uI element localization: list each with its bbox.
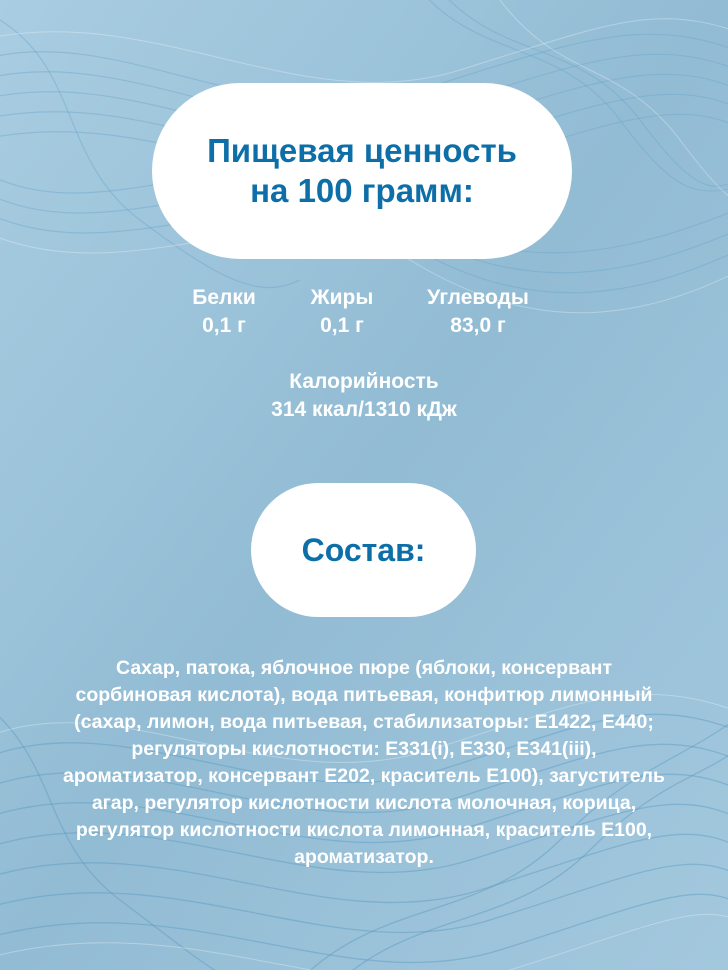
nutrient-label: Белки [192, 286, 256, 309]
composition-ingredients: Сахар, патока, яблочное пюре (яблоки, консервант сорбиновая кислота), вода питьевая, конфитюр лимонный (сахар, лимон, вода питьевая, стабилизаторы: Е1422, Е440; регуляторы кислотности: Е331(i), Е330, Е341(iii), ароматизатор, консервант Е202, краситель Е100), загуститель агар, регулятор кислотности кислота молочная, корица, регулятор кислотности кислота лимонная, краситель Е100, ароматизатор. [62, 657, 665, 868]
nutrition-title-line1: Пищевая ценность [207, 132, 517, 169]
nutrient-fats [292, 284, 392, 340]
nutrient-value: 0,1 г [202, 314, 246, 337]
nutrient-proteins [176, 284, 272, 340]
nutrient-label: Углеводы [427, 286, 529, 309]
nutrition-title-line2: на 100 грамм: [250, 172, 474, 209]
nutrient-value: 0,1 г [320, 314, 364, 337]
nutrient-carbohydrates [403, 284, 553, 340]
calories-label: Калорийность [289, 370, 439, 393]
calories-block [214, 368, 514, 424]
composition-title-pill [251, 483, 476, 617]
calories-value: 314 ккал/1310 кДж [271, 398, 457, 421]
composition-title: Состав: [301, 531, 426, 568]
nutrition-title-pill [152, 83, 572, 259]
nutrient-label: Жиры [310, 286, 374, 309]
nutrient-value: 83,0 г [450, 314, 506, 337]
